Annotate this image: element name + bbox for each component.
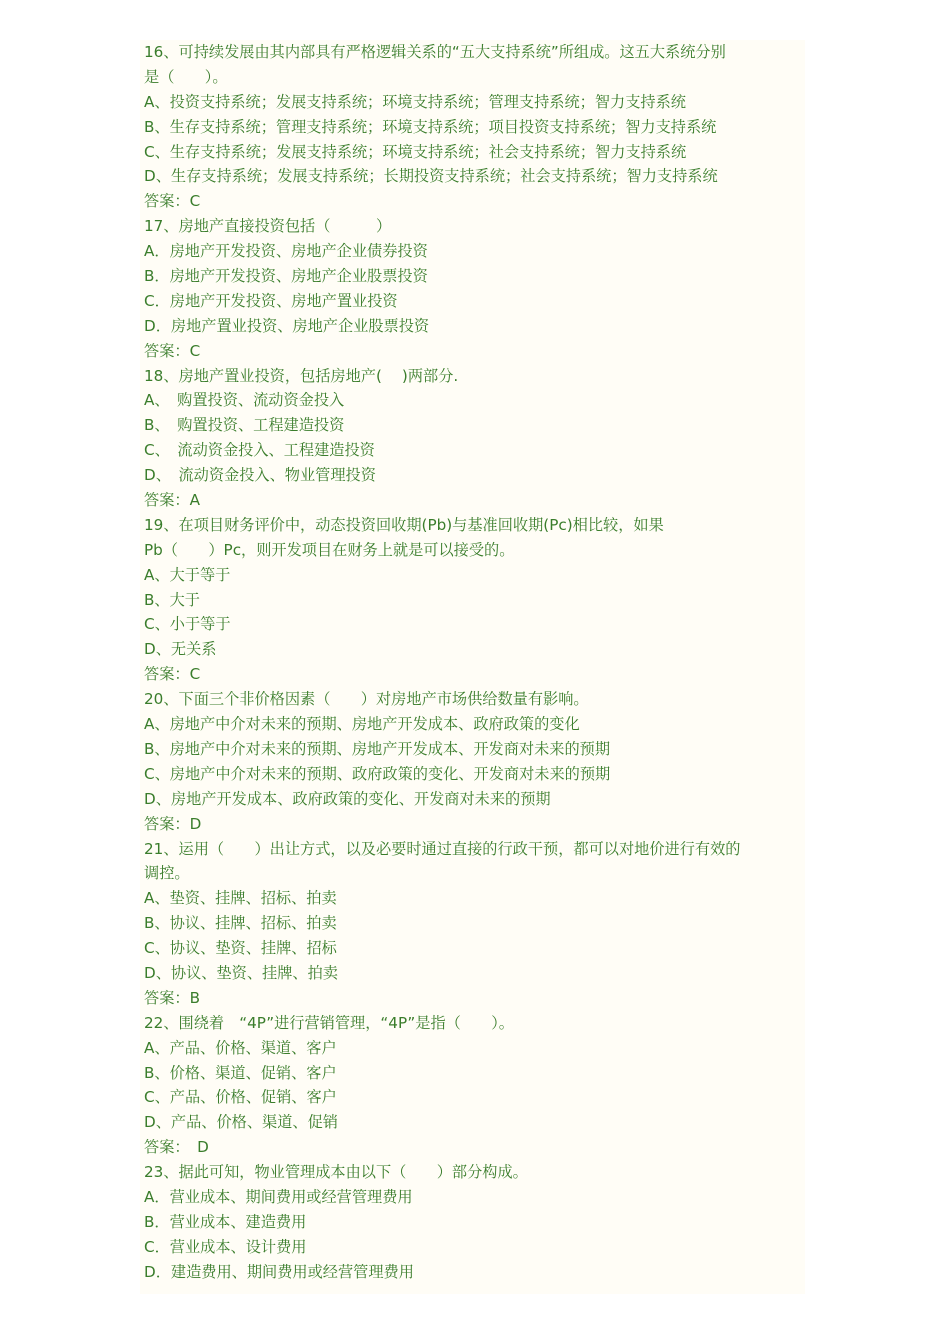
text-line: D、协议、垫资、挂牌、拍卖 bbox=[144, 963, 338, 982]
question-content bbox=[140, 40, 805, 1294]
text-line: 21、运用（ ）出让方式，以及必要时通过直接的行政干预，都可以对地价进行有效的 bbox=[144, 839, 741, 858]
text-line: D、生存支持系统；发展支持系统；长期投资支持系统；社会支持系统；智力支持系统 bbox=[144, 167, 718, 186]
text-line: B、协议、挂牌、招标、拍卖 bbox=[144, 914, 337, 933]
text-line: C、生存支持系统；发展支持系统；环境支持系统；社会支持系统；智力支持系统 bbox=[144, 142, 687, 161]
text-line: C、协议、垫资、挂牌、招标 bbox=[144, 939, 337, 958]
text-line: C、小于等于 bbox=[144, 615, 231, 634]
text-line: D、产品、价格、渠道、促销 bbox=[144, 1113, 338, 1132]
text-line: 18、房地产置业投资，包括房地产( )两部分. bbox=[144, 366, 459, 385]
text-line: B、价格、渠道、促销、客户 bbox=[144, 1063, 337, 1082]
text-line: 22、围绕着 “4P”进行营销管理，“4P”是指（ ）。 bbox=[144, 1013, 514, 1032]
text-line: C．营业成本、设计费用 bbox=[144, 1237, 307, 1256]
text-line: 答案： D bbox=[144, 1138, 209, 1157]
text-line: A、投资支持系统；发展支持系统；环境支持系统；管理支持系统；智力支持系统 bbox=[144, 92, 686, 111]
text-line: B、大于 bbox=[144, 590, 200, 609]
text-line: A、 购置投资、流动资金投入 bbox=[144, 391, 345, 410]
text-line: 答案：C bbox=[144, 192, 201, 211]
text-line: B、房地产中介对未来的预期、房地产开发成本、开发商对未来的预期 bbox=[144, 739, 611, 758]
text-line: 调控。 bbox=[144, 864, 190, 883]
text-line: B、 购置投资、工程建造投资 bbox=[144, 416, 345, 435]
text-line: A、垫资、挂牌、招标、拍卖 bbox=[144, 889, 337, 908]
text-line: C、房地产中介对未来的预期、政府政策的变化、开发商对未来的预期 bbox=[144, 764, 611, 783]
text-line: 17、房地产直接投资包括（ ） bbox=[144, 217, 392, 236]
text-line: B．营业成本、建造费用 bbox=[144, 1212, 307, 1231]
text-line: A、房地产中介对未来的预期、房地产开发成本、政府政策的变化 bbox=[144, 715, 580, 734]
text-line: A．营业成本、期间费用或经营管理费用 bbox=[144, 1187, 413, 1206]
text-line: C．房地产开发投资、房地产置业投资 bbox=[144, 291, 398, 310]
text-line: 是（ ）。 bbox=[144, 67, 228, 86]
text-line: D、房地产开发成本、政府政策的变化、开发商对未来的预期 bbox=[144, 789, 551, 808]
text-line: D．建造费用、期间费用或经营管理费用 bbox=[144, 1262, 414, 1281]
text-line: 答案：A bbox=[144, 491, 200, 510]
text-line: C、 流动资金投入、工程建造投资 bbox=[144, 441, 375, 460]
text-line: D．房地产置业投资、房地产企业股票投资 bbox=[144, 316, 430, 335]
text-line: A、大于等于 bbox=[144, 565, 231, 584]
text-line: 19、在项目财务评价中，动态投资回收期(Pb)与基准回收期(Pc)相比较，如果 bbox=[144, 515, 664, 534]
text-line: D、无关系 bbox=[144, 640, 217, 659]
text-line: B．房地产开发投资、房地产企业股票投资 bbox=[144, 267, 428, 286]
text-line: C、产品、价格、促销、客户 bbox=[144, 1088, 337, 1107]
text-line: B、生存支持系统；管理支持系统；环境支持系统；项目投资支持系统；智力支持系统 bbox=[144, 117, 717, 136]
text-line: Pb（ ）Pc，则开发项目在财务上就是可以接受的。 bbox=[144, 540, 515, 559]
text-line: 答案：C bbox=[144, 341, 201, 360]
text-line: A．房地产开发投资、房地产企业债券投资 bbox=[144, 242, 428, 261]
text-line: 答案：B bbox=[144, 988, 200, 1007]
text-line: 16、可持续发展由其内部具有严格逻辑关系的“五大支持系统”所组成。这五大系统分别 bbox=[144, 43, 726, 61]
text-line: 答案：D bbox=[144, 814, 202, 833]
text-line: 答案：C bbox=[144, 665, 201, 684]
text-line: 23、据此可知，物业管理成本由以下（ ）部分构成。 bbox=[144, 1163, 528, 1182]
text-line: A、产品、价格、渠道、客户 bbox=[144, 1038, 337, 1057]
text-line: 20、下面三个非价格因素（ ）对房地产市场供给数量有影响。 bbox=[144, 690, 589, 709]
text-line: D、 流动资金投入、物业管理投资 bbox=[144, 466, 376, 485]
